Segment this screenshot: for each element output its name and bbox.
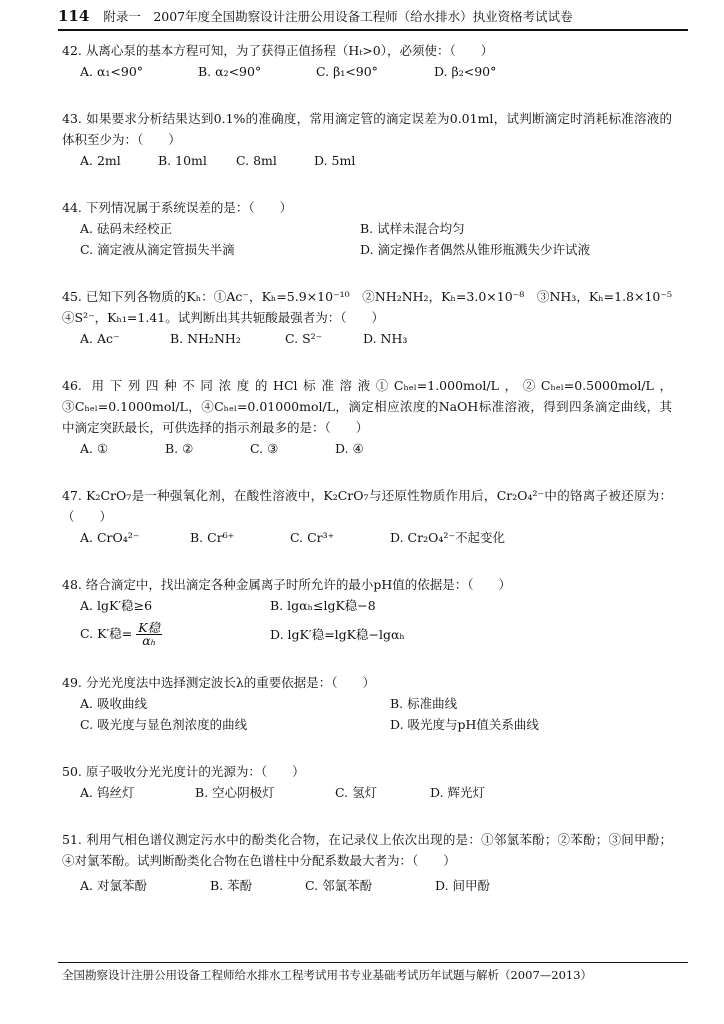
footer-divider	[58, 962, 688, 963]
option-d[interactable]: D. lgK′稳=lgK稳−lgαₕ	[270, 626, 405, 642]
option-a[interactable]: A. 2ml	[80, 153, 121, 168]
question-stem: 50. 原子吸收分光光度计的光源为：（ ）	[62, 764, 305, 779]
option-c-fraction	[136, 619, 162, 648]
option-d[interactable]: D. 间甲酚	[435, 878, 491, 893]
option-b[interactable]: B. lgαₕ≤lgK稳−8	[270, 598, 376, 613]
option-row	[62, 782, 672, 803]
option-b[interactable]: B. α₂<90°	[198, 64, 262, 79]
option-c[interactable]: C. 氢灯	[335, 785, 378, 800]
question-stem: 48. 络合滴定中，找出滴定各种金属离子时所允许的最小pH值的依据是：（ ）	[62, 577, 512, 592]
option-c[interactable]: C. S²⁻	[285, 331, 323, 346]
option-row	[62, 875, 672, 896]
question-stem: 46. 用下列四种不同浓度的HCl标准溶液①Cₕₑₗ=1.000mol/L，②Cₕₑₗ=0.5000mol/L，③Cₕₑₗ=0.1000mol/L，④Cₕₑₗ=0.01000mol/L，滴定相应浓度的NaOH标准溶液，得到四条滴定曲线，其中滴定突跃最长，可供选择的指示剂最多的是：（ ）	[62, 378, 672, 435]
option-row	[62, 616, 672, 652]
option-row	[62, 150, 672, 171]
option-row	[62, 714, 672, 735]
question-stem: 47. K₂CrO₇是一种强氧化剂，在酸性溶液中，K₂CrO₇与还原性物质作用后，Cr₂O₄²⁻中的铬离子被还原为：（ ）	[62, 488, 672, 524]
option-d[interactable]: D. 辉光灯	[430, 785, 486, 800]
option-b[interactable]: B. Cr⁶⁺	[190, 530, 235, 545]
option-c[interactable]: C. Cr³⁺	[290, 530, 335, 545]
question-47	[62, 485, 672, 548]
option-a[interactable]: A. lgK′稳≥6	[80, 598, 153, 613]
option-b[interactable]: B. ②	[165, 441, 194, 456]
option-c[interactable]: C. 邻氯苯酚	[305, 878, 373, 893]
fraction-denominator: αₕ	[142, 632, 157, 648]
option-c[interactable]: C. ③	[250, 441, 279, 456]
option-d[interactable]: D. 滴定操作者偶然从锥形瓶溅失少许试液	[360, 242, 591, 257]
option-d[interactable]: D. 5ml	[314, 153, 356, 168]
question-51	[62, 829, 672, 896]
option-a[interactable]: A. α₁<90°	[80, 64, 144, 79]
question-46	[62, 375, 672, 459]
question-48	[62, 574, 672, 652]
option-row	[62, 693, 672, 714]
option-b[interactable]: B. 苯酚	[210, 878, 253, 893]
option-a[interactable]: A. 钨丝灯	[80, 785, 135, 800]
fraction-numerator: K稳	[138, 619, 161, 635]
option-a[interactable]: A. 吸收曲线	[80, 696, 147, 711]
option-b[interactable]: B. NH₂NH₂	[170, 331, 241, 346]
page-number: 114	[58, 7, 90, 25]
option-row	[62, 328, 672, 349]
option-d[interactable]: D. 吸光度与pH值关系曲线	[390, 717, 539, 732]
question-stem: 42. 从离心泵的基本方程可知，为了获得正值扬程（Hₜ>0），必须使：（ ）	[62, 43, 494, 58]
option-a[interactable]: A. 对氯苯酚	[80, 878, 147, 893]
option-c[interactable]: C. 8ml	[236, 153, 277, 168]
question-stem: 45. 已知下列各物质的Kₕ：①Ac⁻，Kₕ=5.9×10⁻¹⁰ ②NH₂NH₂，Kₕ=3.0×10⁻⁸ ③NH₃，Kₕ=1.8×10⁻⁵ ④S²⁻，Kₕ₁=1.41。试判断出其共轭酸最强者为：（ ）	[62, 289, 685, 325]
question-50	[62, 761, 672, 803]
question-42	[62, 40, 672, 82]
question-stem: 43. 如果要求分析结果达到0.1%的准确度，常用滴定管的滴定误差为0.01ml，试判断滴定时消耗标准溶液的体积至少为：（ ）	[62, 111, 672, 147]
option-b[interactable]: B. 试样未混合均匀	[360, 221, 465, 236]
option-d[interactable]: D. ④	[335, 441, 364, 456]
question-44	[62, 197, 672, 260]
option-c[interactable]	[80, 619, 270, 648]
option-a[interactable]: A. ①	[80, 441, 109, 456]
question-stem: 49. 分光光度法中选择测定波长λ的重要依据是：（ ）	[62, 675, 376, 690]
option-row	[62, 239, 672, 260]
question-stem: 44. 下列情况属于系统误差的是：（ ）	[62, 200, 293, 215]
option-d[interactable]: D. β₂<90°	[434, 64, 497, 79]
option-b[interactable]: B. 标准曲线	[390, 696, 458, 711]
option-row	[62, 527, 672, 548]
option-a[interactable]: A. 砝码未经校正	[80, 221, 172, 236]
question-49	[62, 672, 672, 735]
option-a[interactable]: A. CrO₄²⁻	[80, 530, 140, 545]
option-row	[62, 595, 672, 616]
header-title: 附录一 2007年度全国勘察设计注册公用设备工程师（给水排水）执业资格考试试卷	[103, 9, 573, 24]
option-d[interactable]: D. Cr₂O₄²⁻不起变化	[390, 530, 505, 545]
header-divider	[58, 29, 688, 31]
option-b[interactable]: B. 10ml	[158, 153, 207, 168]
option-c-lhs: C. K′稳=	[80, 625, 133, 641]
question-list	[62, 38, 685, 896]
question-45	[62, 286, 685, 349]
option-c[interactable]: C. 吸光度与显色剂浓度的曲线	[80, 717, 248, 732]
option-d[interactable]: D. NH₃	[363, 331, 408, 346]
option-row	[62, 438, 672, 459]
page-footer: 全国勘察设计注册公用设备工程师给水排水工程考试用书专业基础考试历年试题与解析（2007—2013）	[62, 968, 593, 982]
page-header	[58, 5, 688, 29]
option-a[interactable]: A. Ac⁻	[80, 331, 120, 346]
question-43	[62, 108, 672, 171]
option-row	[62, 218, 672, 239]
option-c[interactable]: C. 滴定液从滴定管损失半滴	[80, 242, 235, 257]
option-b[interactable]: B. 空心阴极灯	[195, 785, 275, 800]
option-c[interactable]: C. β₁<90°	[316, 64, 378, 79]
option-row	[62, 61, 672, 82]
question-stem: 51. 利用气相色谱仪测定污水中的酚类化合物，在记录仪上依次出现的是：①邻氯苯酚；②苯酚；③间甲酚；④对氯苯酚。试判断酚类化合物在色谱柱中分配系数最大者为：（ ）	[62, 832, 672, 868]
